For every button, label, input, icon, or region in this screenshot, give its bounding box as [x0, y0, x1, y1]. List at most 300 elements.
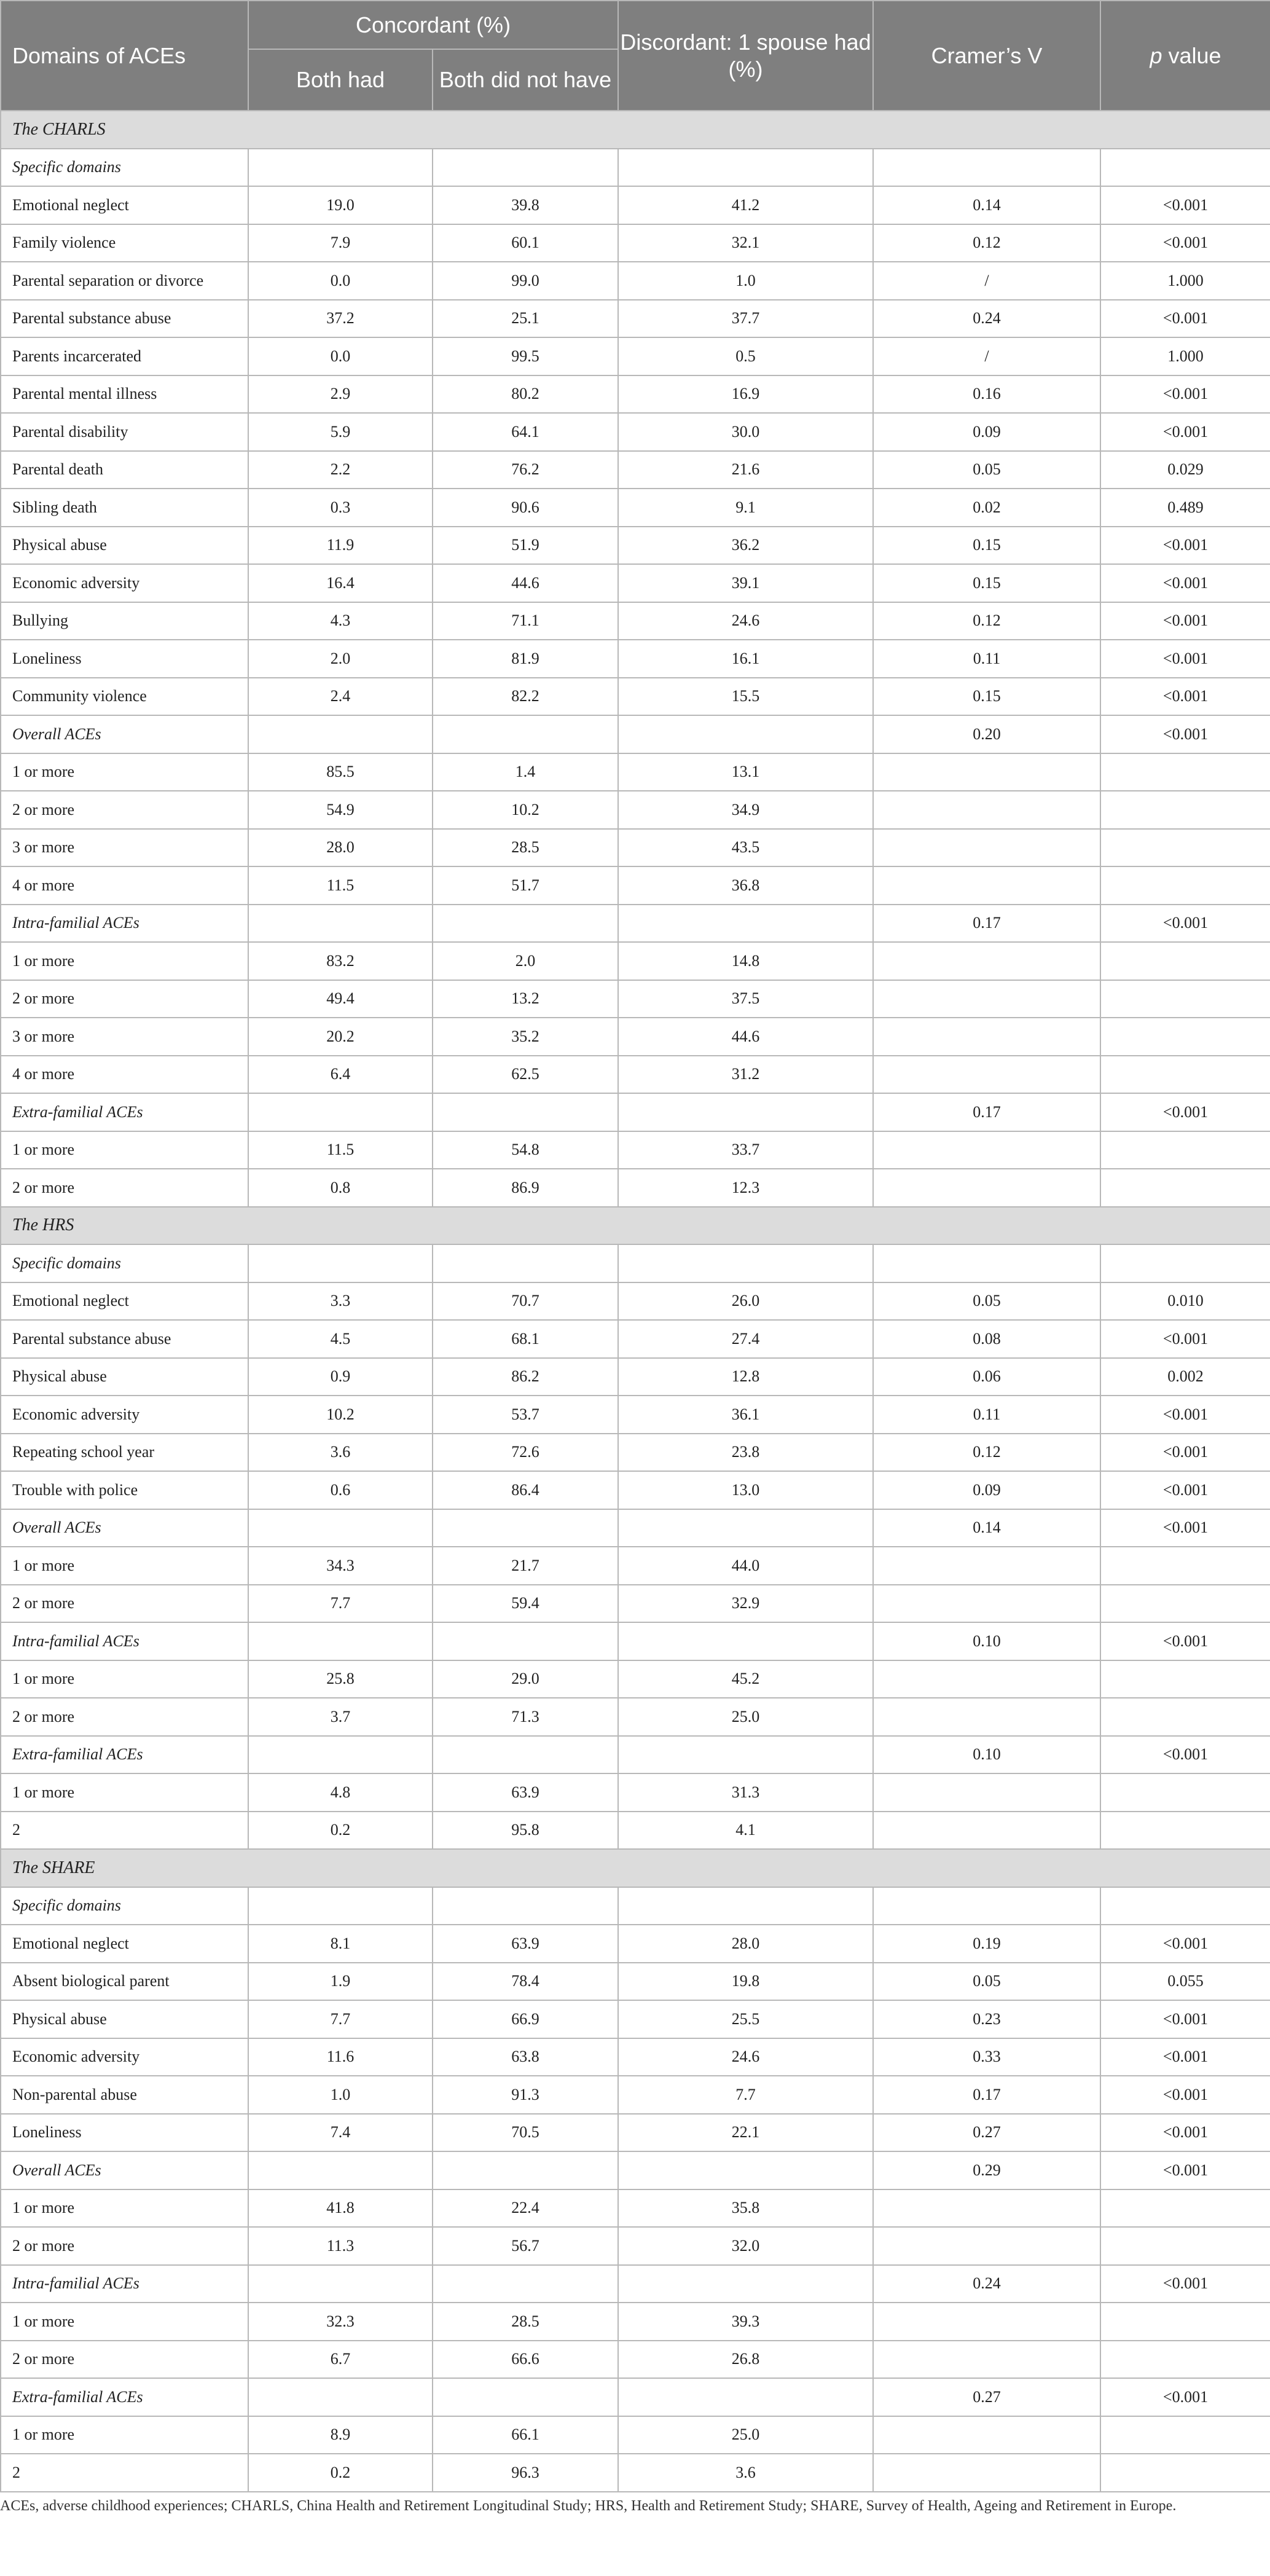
cell-both-did-not-have: 66.1: [433, 2416, 618, 2454]
table-row: [1, 2454, 1270, 2492]
cell-both-did-not-have: [433, 715, 618, 753]
cell-p-value: <0.001: [1100, 2151, 1270, 2189]
cell-cramers-v: 0.17: [873, 2076, 1100, 2114]
row-label: Parental substance abuse: [1, 300, 248, 338]
cell-cramers-v: 0.23: [873, 2000, 1100, 2038]
cell-discordant: [618, 2378, 873, 2416]
cell-both-did-not-have: 59.4: [433, 1585, 618, 1623]
cell-both-did-not-have: [433, 2151, 618, 2189]
cell-both-did-not-have: 63.9: [433, 1773, 618, 1812]
cell-both-did-not-have: 35.2: [433, 1018, 618, 1056]
cell-both-did-not-have: [433, 149, 618, 187]
cell-p-value: 1.000: [1100, 262, 1270, 300]
cell-both-did-not-have: 60.1: [433, 224, 618, 262]
cell-cramers-v: /: [873, 262, 1100, 300]
cell-cramers-v: [873, 1018, 1100, 1056]
cell-p-value: 0.002: [1100, 1358, 1270, 1396]
cell-p-value: <0.001: [1100, 1925, 1270, 1963]
table-row: [1, 1396, 1270, 1434]
cell-p-value: <0.001: [1100, 1471, 1270, 1509]
cell-p-value: [1100, 1547, 1270, 1585]
cell-both-had: 3.7: [248, 1698, 433, 1736]
cell-cramers-v: [873, 2227, 1100, 2265]
cell-both-had: [248, 715, 433, 753]
cell-cramers-v: [873, 2454, 1100, 2492]
cell-p-value: <0.001: [1100, 2038, 1270, 2076]
table-row: [1, 791, 1270, 829]
cell-both-did-not-have: 66.9: [433, 2000, 618, 2038]
cell-both-did-not-have: 44.6: [433, 564, 618, 602]
cell-cramers-v: [873, 1812, 1100, 1850]
row-label: Emotional neglect: [1, 186, 248, 224]
cell-both-did-not-have: [433, 1093, 618, 1131]
cell-both-did-not-have: 86.4: [433, 1471, 618, 1509]
table-footnote: ACEs, adverse childhood experiences; CHARLS, China Health and Retirement Longitudinal Study; HRS, Health and Retirement Study; SHARE, Survey of Health, Ageing and Retirement in Europe.: [0, 2498, 1177, 2514]
cell-cramers-v: 0.11: [873, 1396, 1100, 1434]
cell-discordant: 30.0: [618, 413, 873, 451]
subheading-row: [1, 1093, 1270, 1131]
cell-cramers-v: 0.14: [873, 186, 1100, 224]
cell-both-had: 4.8: [248, 1773, 433, 1812]
table-row: [1, 1660, 1270, 1698]
cell-cramers-v: 0.17: [873, 1093, 1100, 1131]
cell-discordant: 3.6: [618, 2454, 873, 2492]
row-label: 4 or more: [1, 866, 248, 905]
cell-both-did-not-have: [433, 905, 618, 943]
cell-discordant: 39.3: [618, 2303, 873, 2341]
cell-cramers-v: 0.06: [873, 1358, 1100, 1396]
table-row: [1, 1812, 1270, 1850]
cell-cramers-v: 0.11: [873, 640, 1100, 678]
cell-both-did-not-have: [433, 1622, 618, 1660]
cell-discordant: [618, 149, 873, 187]
cell-both-had: [248, 1093, 433, 1131]
table-row: [1, 753, 1270, 791]
cell-discordant: 36.2: [618, 527, 873, 565]
row-label: Parental separation or divorce: [1, 262, 248, 300]
cell-cramers-v: 0.10: [873, 1622, 1100, 1660]
cell-both-had: [248, 2378, 433, 2416]
cell-discordant: 26.0: [618, 1282, 873, 1321]
cell-p-value: <0.001: [1100, 1320, 1270, 1358]
cell-both-did-not-have: 80.2: [433, 375, 618, 414]
cell-cramers-v: [873, 1056, 1100, 1094]
cell-both-did-not-have: 28.5: [433, 829, 618, 867]
row-label: 2: [1, 1812, 248, 1850]
cell-both-did-not-have: 63.8: [433, 2038, 618, 2076]
cell-both-did-not-have: 71.1: [433, 602, 618, 640]
cell-p-value: <0.001: [1100, 224, 1270, 262]
table-row: [1, 451, 1270, 489]
cell-discordant: 32.0: [618, 2227, 873, 2265]
cell-both-had: [248, 1622, 433, 1660]
row-label: 2 or more: [1, 2341, 248, 2379]
cell-cramers-v: [873, 149, 1100, 187]
cell-both-did-not-have: 71.3: [433, 1698, 618, 1736]
cell-discordant: 16.9: [618, 375, 873, 414]
table-row: [1, 1963, 1270, 2001]
cell-discordant: 23.8: [618, 1434, 873, 1472]
cell-p-value: [1100, 149, 1270, 187]
cell-p-value: <0.001: [1100, 2000, 1270, 2038]
cell-discordant: 7.7: [618, 2076, 873, 2114]
table-row: [1, 829, 1270, 867]
cell-p-value: [1100, 1056, 1270, 1094]
cell-cramers-v: 0.24: [873, 2265, 1100, 2303]
row-label: Physical abuse: [1, 527, 248, 565]
cell-both-had: [248, 1509, 433, 1547]
table-row: [1, 2416, 1270, 2454]
cell-cramers-v: 0.12: [873, 1434, 1100, 1472]
row-label: Physical abuse: [1, 2000, 248, 2038]
cell-p-value: <0.001: [1100, 1509, 1270, 1547]
cell-both-did-not-have: [433, 1244, 618, 1282]
cell-both-did-not-have: [433, 1887, 618, 1925]
cell-discordant: 24.6: [618, 2038, 873, 2076]
table-row: [1, 1320, 1270, 1358]
cell-cramers-v: 0.15: [873, 527, 1100, 565]
cell-discordant: [618, 1244, 873, 1282]
cell-cramers-v: 0.02: [873, 489, 1100, 527]
table-row: [1, 1773, 1270, 1812]
cell-both-did-not-have: 51.7: [433, 866, 618, 905]
subheading-row: [1, 149, 1270, 187]
cell-cramers-v: 0.12: [873, 602, 1100, 640]
table-row: [1, 1358, 1270, 1396]
table-row: [1, 1169, 1270, 1207]
subheading-row: [1, 2378, 1270, 2416]
cell-both-did-not-have: 53.7: [433, 1396, 618, 1434]
table-row: [1, 866, 1270, 905]
cell-both-did-not-have: 10.2: [433, 791, 618, 829]
cell-both-had: [248, 1244, 433, 1282]
cell-p-value: 1.000: [1100, 337, 1270, 375]
table-row: [1, 2000, 1270, 2038]
row-label: Intra-familial ACEs: [1, 905, 248, 943]
cell-cramers-v: [873, 1698, 1100, 1736]
cell-p-value: [1100, 1131, 1270, 1169]
header-domains: Domains of ACEs: [1, 1, 248, 111]
row-label: 1 or more: [1, 1547, 248, 1585]
row-label: 1 or more: [1, 2189, 248, 2228]
cell-discordant: 1.0: [618, 262, 873, 300]
row-label: Bullying: [1, 602, 248, 640]
cell-both-did-not-have: 86.2: [433, 1358, 618, 1396]
table-row: [1, 980, 1270, 1018]
cell-both-did-not-have: 1.4: [433, 753, 618, 791]
cell-both-did-not-have: 70.7: [433, 1282, 618, 1321]
cell-cramers-v: [873, 1244, 1100, 1282]
cell-p-value: [1100, 980, 1270, 1018]
cell-cramers-v: 0.12: [873, 224, 1100, 262]
cell-cramers-v: [873, 2189, 1100, 2228]
cell-both-had: 19.0: [248, 186, 433, 224]
cell-both-did-not-have: 99.5: [433, 337, 618, 375]
cell-p-value: [1100, 1660, 1270, 1698]
cell-cramers-v: [873, 1547, 1100, 1585]
cell-cramers-v: 0.08: [873, 1320, 1100, 1358]
cell-both-had: 2.9: [248, 375, 433, 414]
cell-p-value: <0.001: [1100, 527, 1270, 565]
cell-discordant: 24.6: [618, 602, 873, 640]
cell-p-value: [1100, 942, 1270, 980]
row-label: Community violence: [1, 678, 248, 716]
cell-p-value: <0.001: [1100, 564, 1270, 602]
cell-discordant: 14.8: [618, 942, 873, 980]
cell-p-value: 0.055: [1100, 1963, 1270, 2001]
cell-both-had: 0.0: [248, 262, 433, 300]
cell-both-had: 7.7: [248, 2000, 433, 2038]
cell-p-value: <0.001: [1100, 413, 1270, 451]
cell-p-value: [1100, 1812, 1270, 1850]
row-label: 3 or more: [1, 1018, 248, 1056]
cell-cramers-v: [873, 829, 1100, 867]
row-label: Physical abuse: [1, 1358, 248, 1396]
cell-discordant: [618, 1887, 873, 1925]
row-label: 2 or more: [1, 1169, 248, 1207]
cell-cramers-v: 0.10: [873, 1736, 1100, 1774]
table-row: [1, 1547, 1270, 1585]
cell-both-had: 3.6: [248, 1434, 433, 1472]
cell-discordant: [618, 1093, 873, 1131]
cell-both-did-not-have: 95.8: [433, 1812, 618, 1850]
cell-both-had: 3.3: [248, 1282, 433, 1321]
table-row: [1, 602, 1270, 640]
cell-cramers-v: 0.15: [873, 564, 1100, 602]
cell-discordant: 45.2: [618, 1660, 873, 1698]
row-label: Specific domains: [1, 1244, 248, 1282]
cell-both-had: 1.9: [248, 1963, 433, 2001]
cell-cramers-v: [873, 1585, 1100, 1623]
cell-both-did-not-have: 64.1: [433, 413, 618, 451]
row-label: 3 or more: [1, 829, 248, 867]
cell-cramers-v: 0.27: [873, 2114, 1100, 2152]
row-label: Emotional neglect: [1, 1925, 248, 1963]
section-row: [1, 1849, 1270, 1887]
subheading-row: [1, 1244, 1270, 1282]
cell-both-did-not-have: 90.6: [433, 489, 618, 527]
cell-cramers-v: /: [873, 337, 1100, 375]
cell-cramers-v: 0.05: [873, 1282, 1100, 1321]
cell-discordant: 16.1: [618, 640, 873, 678]
table-row: [1, 1131, 1270, 1169]
cell-p-value: <0.001: [1100, 602, 1270, 640]
cell-discordant: 19.8: [618, 1963, 873, 2001]
cell-both-had: 8.9: [248, 2416, 433, 2454]
cell-discordant: 4.1: [618, 1812, 873, 1850]
row-label: 1 or more: [1, 1131, 248, 1169]
cell-both-had: 20.2: [248, 1018, 433, 1056]
cell-both-had: [248, 905, 433, 943]
cell-p-value: <0.001: [1100, 715, 1270, 753]
row-label: 1 or more: [1, 1660, 248, 1698]
cell-both-had: 0.2: [248, 2454, 433, 2492]
cell-both-did-not-have: 91.3: [433, 2076, 618, 2114]
row-label: Intra-familial ACEs: [1, 1622, 248, 1660]
row-label: 1 or more: [1, 2416, 248, 2454]
cell-cramers-v: [873, 791, 1100, 829]
row-label: Loneliness: [1, 640, 248, 678]
cell-both-did-not-have: 2.0: [433, 942, 618, 980]
cell-both-had: 41.8: [248, 2189, 433, 2228]
cell-both-did-not-have: [433, 1509, 618, 1547]
row-label: Intra-familial ACEs: [1, 2265, 248, 2303]
cell-both-had: [248, 149, 433, 187]
cell-both-had: 8.1: [248, 1925, 433, 1963]
cell-discordant: [618, 2265, 873, 2303]
section-row: [1, 1207, 1270, 1245]
cell-discordant: [618, 905, 873, 943]
cell-both-had: 0.9: [248, 1358, 433, 1396]
table-row: [1, 1018, 1270, 1056]
cell-both-did-not-have: [433, 1736, 618, 1774]
header-discordant: Discordant: 1 spouse had (%): [618, 1, 873, 111]
cell-p-value: <0.001: [1100, 1434, 1270, 1472]
row-label: Parental substance abuse: [1, 1320, 248, 1358]
table-row: [1, 186, 1270, 224]
cell-discordant: 37.5: [618, 980, 873, 1018]
cell-p-value: [1100, 1887, 1270, 1925]
cell-both-did-not-have: 28.5: [433, 2303, 618, 2341]
cell-discordant: 26.8: [618, 2341, 873, 2379]
cell-p-value: <0.001: [1100, 640, 1270, 678]
cell-p-value: <0.001: [1100, 2076, 1270, 2114]
cell-discordant: 32.9: [618, 1585, 873, 1623]
cell-both-did-not-have: 21.7: [433, 1547, 618, 1585]
table-body: [1, 111, 1270, 2492]
cell-both-did-not-have: 66.6: [433, 2341, 618, 2379]
cell-cramers-v: 0.19: [873, 1925, 1100, 1963]
cell-both-did-not-have: 68.1: [433, 1320, 618, 1358]
table-row: [1, 1434, 1270, 1472]
row-label: Parental disability: [1, 413, 248, 451]
row-label: Specific domains: [1, 149, 248, 187]
cell-cramers-v: 0.16: [873, 375, 1100, 414]
cell-p-value: [1100, 1169, 1270, 1207]
cell-both-had: 2.2: [248, 451, 433, 489]
cell-cramers-v: [873, 1660, 1100, 1698]
cell-cramers-v: [873, 2341, 1100, 2379]
header-concordant: Concordant (%): [248, 1, 618, 49]
cell-both-did-not-have: [433, 2378, 618, 2416]
cell-both-had: 2.4: [248, 678, 433, 716]
cell-discordant: 32.1: [618, 224, 873, 262]
header-p-italic: p: [1150, 42, 1162, 68]
cell-discordant: [618, 715, 873, 753]
row-label: Extra-familial ACEs: [1, 2378, 248, 2416]
cell-both-had: 0.3: [248, 489, 433, 527]
cell-p-value: [1100, 1698, 1270, 1736]
cell-p-value: [1100, 791, 1270, 829]
row-label: 1 or more: [1, 942, 248, 980]
row-label: Economic adversity: [1, 2038, 248, 2076]
cell-p-value: 0.010: [1100, 1282, 1270, 1321]
cell-discordant: 44.6: [618, 1018, 873, 1056]
table-row: [1, 375, 1270, 414]
cell-both-did-not-have: 72.6: [433, 1434, 618, 1472]
cell-discordant: 31.3: [618, 1773, 873, 1812]
subheading-row: [1, 2151, 1270, 2189]
row-label: Sibling death: [1, 489, 248, 527]
cell-cramers-v: 0.29: [873, 2151, 1100, 2189]
cell-cramers-v: [873, 1773, 1100, 1812]
table-row: [1, 2038, 1270, 2076]
cell-both-had: 34.3: [248, 1547, 433, 1585]
table-row: [1, 527, 1270, 565]
cell-both-had: 7.9: [248, 224, 433, 262]
cell-both-had: 4.5: [248, 1320, 433, 1358]
cell-both-had: 11.5: [248, 1131, 433, 1169]
cell-both-had: 49.4: [248, 980, 433, 1018]
table-row: [1, 2076, 1270, 2114]
cell-discordant: [618, 1509, 873, 1547]
subheading-row: [1, 2265, 1270, 2303]
row-label: Parental death: [1, 451, 248, 489]
cell-cramers-v: [873, 1131, 1100, 1169]
cell-both-had: 54.9: [248, 791, 433, 829]
cell-p-value: 0.489: [1100, 489, 1270, 527]
row-label: 1 or more: [1, 1773, 248, 1812]
cell-p-value: <0.001: [1100, 186, 1270, 224]
row-label: Extra-familial ACEs: [1, 1093, 248, 1131]
cell-cramers-v: 0.33: [873, 2038, 1100, 2076]
cell-cramers-v: [873, 2303, 1100, 2341]
cell-both-had: 11.3: [248, 2227, 433, 2265]
subheading-row: [1, 1887, 1270, 1925]
cell-both-had: 37.2: [248, 300, 433, 338]
cell-discordant: 34.9: [618, 791, 873, 829]
cell-discordant: 25.0: [618, 1698, 873, 1736]
row-label: Economic adversity: [1, 1396, 248, 1434]
cell-discordant: 9.1: [618, 489, 873, 527]
cell-p-value: <0.001: [1100, 2114, 1270, 2152]
cell-both-did-not-have: 76.2: [433, 451, 618, 489]
row-label: Economic adversity: [1, 564, 248, 602]
row-label: 4 or more: [1, 1056, 248, 1094]
cell-p-value: [1100, 1018, 1270, 1056]
header-cramers-v: Cramer’s V: [873, 1, 1100, 111]
cell-both-had: 4.3: [248, 602, 433, 640]
row-label: 2 or more: [1, 1698, 248, 1736]
subheading-row: [1, 1736, 1270, 1774]
cell-both-had: 6.4: [248, 1056, 433, 1094]
cell-both-did-not-have: 39.8: [433, 186, 618, 224]
table-row: [1, 489, 1270, 527]
table-row: [1, 2189, 1270, 2228]
cell-both-had: 16.4: [248, 564, 433, 602]
cell-p-value: <0.001: [1100, 1093, 1270, 1131]
cell-discordant: 25.5: [618, 2000, 873, 2038]
header-p-suffix: value: [1162, 42, 1221, 68]
table-row: [1, 640, 1270, 678]
cell-both-had: [248, 2265, 433, 2303]
cell-p-value: <0.001: [1100, 678, 1270, 716]
cell-p-value: [1100, 1244, 1270, 1282]
cell-discordant: 39.1: [618, 564, 873, 602]
cell-both-had: 0.8: [248, 1169, 433, 1207]
row-label: 2 or more: [1, 1585, 248, 1623]
cell-both-had: 11.5: [248, 866, 433, 905]
cell-cramers-v: 0.27: [873, 2378, 1100, 2416]
cell-both-did-not-have: 96.3: [433, 2454, 618, 2492]
cell-both-had: 7.4: [248, 2114, 433, 2152]
table-row: [1, 224, 1270, 262]
row-label: Family violence: [1, 224, 248, 262]
subheading-row: [1, 1622, 1270, 1660]
cell-discordant: 44.0: [618, 1547, 873, 1585]
cell-p-value: <0.001: [1100, 2265, 1270, 2303]
cell-discordant: 36.8: [618, 866, 873, 905]
